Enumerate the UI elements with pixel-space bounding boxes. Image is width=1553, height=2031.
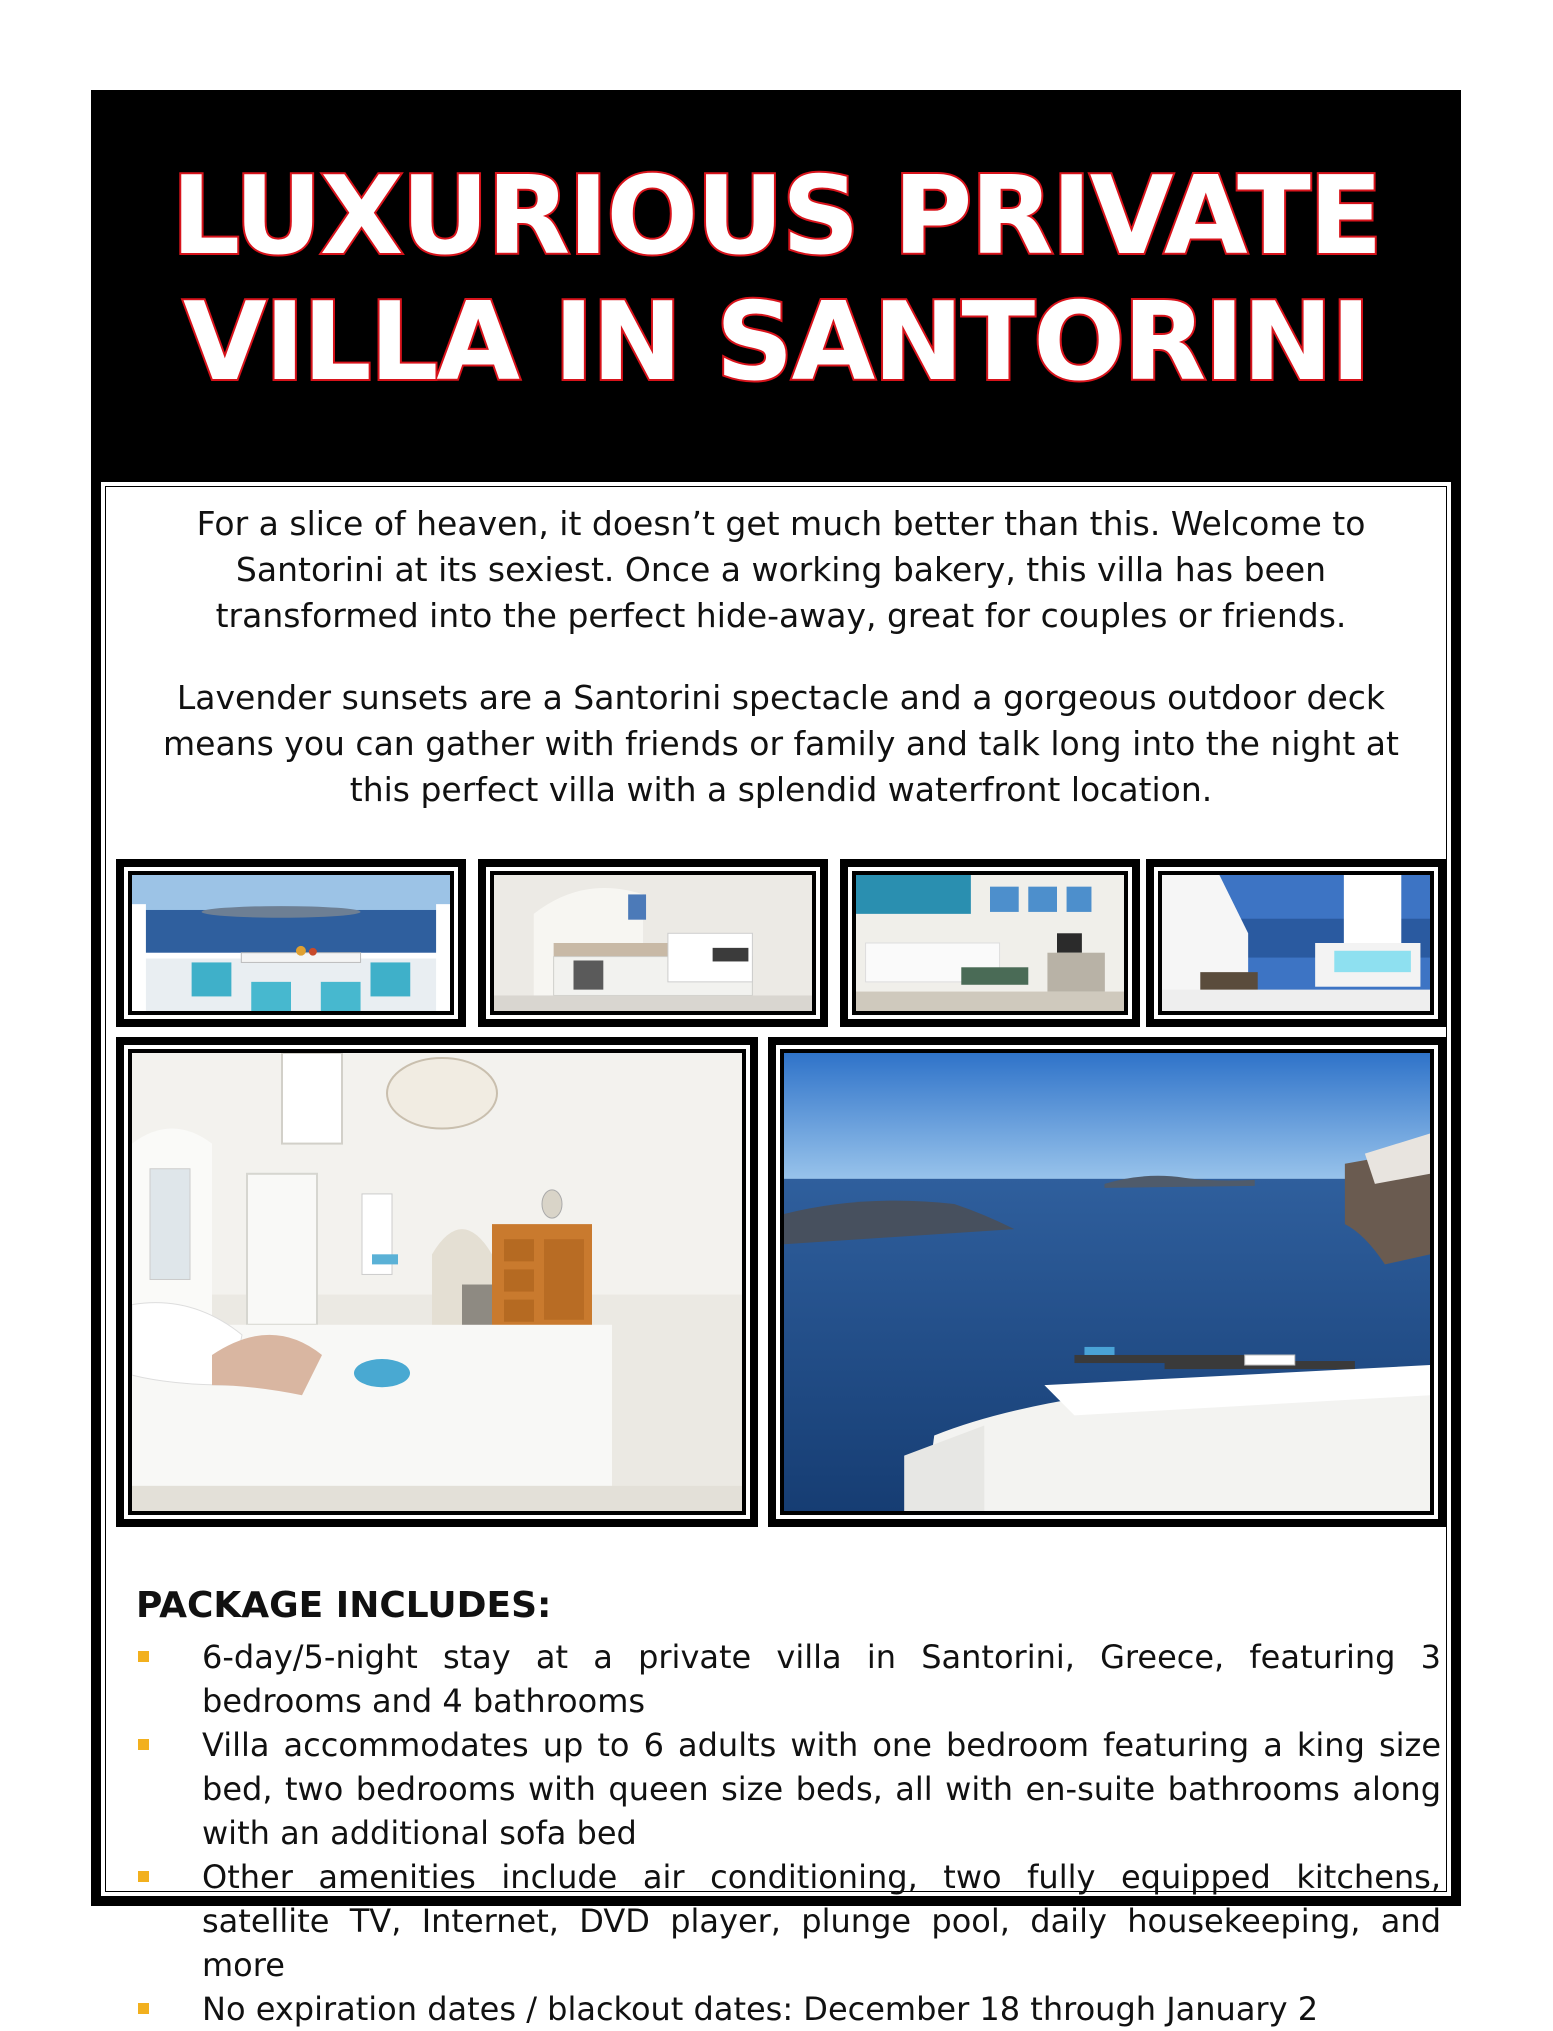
photo-bedroom xyxy=(116,1037,758,1527)
bullet-icon xyxy=(138,1651,149,1662)
title-line-1: LUXURIOUS PRIVATE xyxy=(171,154,1381,279)
title-banner xyxy=(91,90,1461,470)
package-list xyxy=(136,1635,1441,2031)
photo-caldera-view xyxy=(768,1037,1446,1527)
photo-balcony-dining xyxy=(116,859,466,1027)
package-heading: PACKAGE INCLUDES: xyxy=(136,1585,552,1626)
content-panel xyxy=(99,480,1453,2028)
photo-plunge-pool xyxy=(1146,859,1446,1027)
bullet-icon xyxy=(138,1739,149,1750)
flyer-frame xyxy=(91,90,1461,2028)
list-item: 6-day/5-night stay at a private villa in Santorini, Greece, featuring 3 bedrooms and 4 bathrooms xyxy=(136,1635,1441,1723)
photo-kitchen xyxy=(478,859,828,1027)
title-line-2: VILLA IN SANTORINI xyxy=(183,280,1369,405)
intro-paragraph-1: For a slice of heaven, it doesn’t get much better than this. Welcome to Santorini at its sexiest. Once a working bakery, this villa has been transformed into the perfect hide-away, great for couples or friends. xyxy=(196,504,1366,635)
list-item: No expiration dates / blackout dates: December 18 through January 2 xyxy=(136,1987,1441,2031)
list-item: Other amenities include air conditioning, two fully equipped kitchens, satellite TV, Internet, DVD player, plunge pool, daily housekeeping, and more xyxy=(136,1855,1441,1987)
list-item: Villa accommodates up to 6 adults with one bedroom featuring a king size bed, two bedrooms with queen size beds, all with en-suite bathrooms along with an additional sofa bed xyxy=(136,1723,1441,1855)
intro-paragraph-2: Lavender sunsets are a Santorini spectacle and a gorgeous outdoor deck means you can gather with friends or family and talk long into the night at this perfect villa with a splendid waterfront location. xyxy=(163,678,1399,809)
photo-living-room xyxy=(840,859,1140,1027)
content-inner-border xyxy=(105,486,1447,2028)
bullet-icon xyxy=(138,2003,149,2014)
bullet-icon xyxy=(138,1871,149,1882)
